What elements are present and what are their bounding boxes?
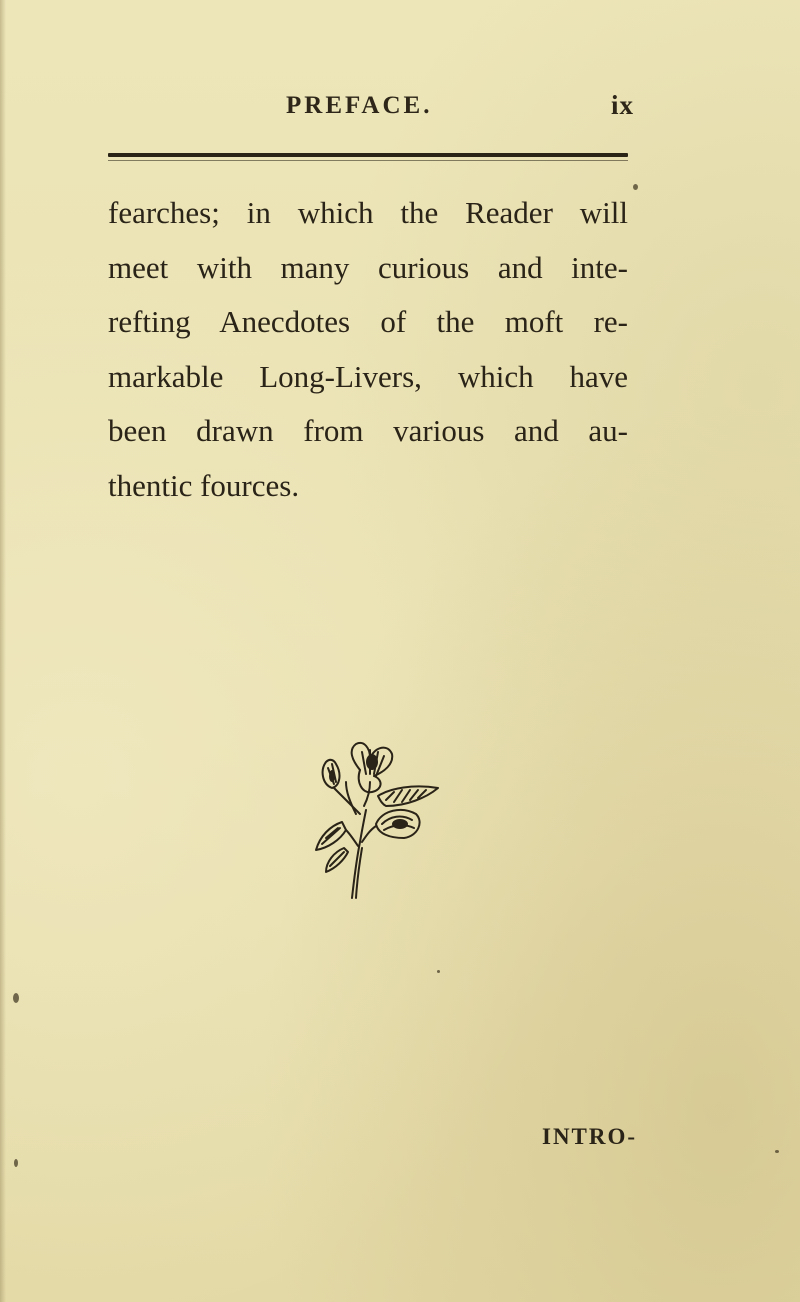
text-line: markable Long-Livers, which have [108,358,628,394]
ink-speck [633,184,638,190]
page-edge [0,0,6,1302]
running-title: PREFACE. [286,92,433,119]
header-rule-thin [108,160,628,161]
ink-speck [14,1159,18,1167]
text-line: thentic fources. [108,467,300,503]
catchword: INTRO- [542,1124,638,1149]
floral-sprig-icon [290,730,450,900]
ink-speck [775,1150,779,1153]
text-line: been drawn from various and au- [108,413,628,448]
ink-speck [13,993,19,1003]
running-head [0,92,800,132]
header-rule [108,153,628,157]
text-line: fearches; in which the Reader will [108,195,628,230]
ink-speck [437,970,440,973]
body-paragraph [108,186,628,513]
text-line: meet with many curious and inte- [108,249,628,285]
page-number: ix [611,90,635,120]
text-line: refting Anecdotes of the moft re- [108,304,628,339]
